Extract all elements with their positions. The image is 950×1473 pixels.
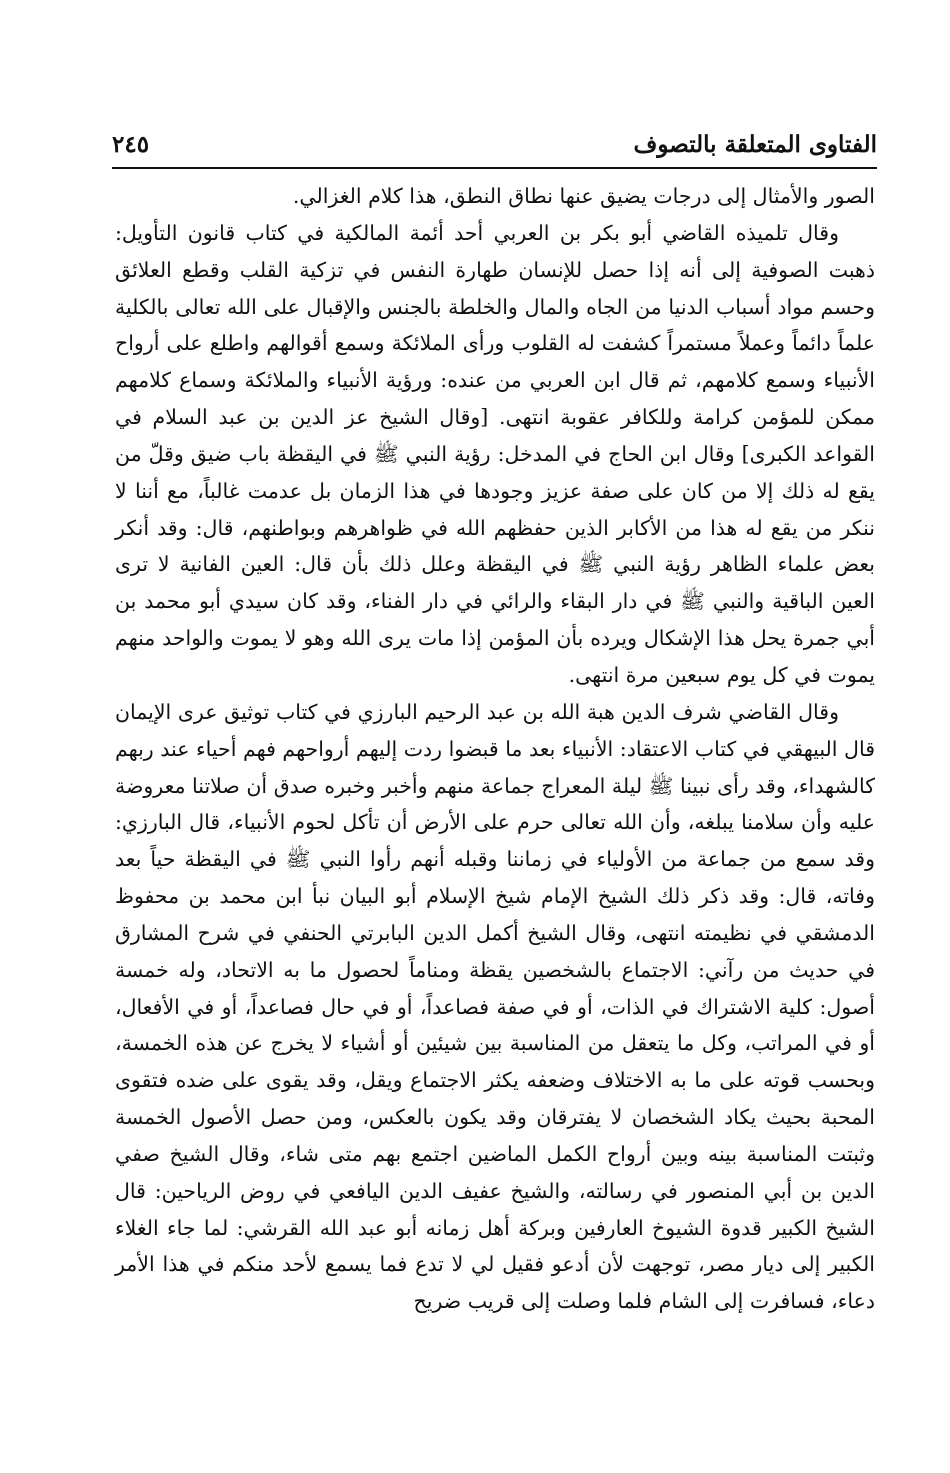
paragraph-continuation: الصور والأمثال إلى درجات يضيق عنها نطاق النطق، هذا كلام الغزالي.: [292, 184, 875, 208]
page-header: [112, 128, 877, 162]
page-number: ٢٤٥: [112, 131, 150, 158]
running-title: الفتاوى المتعلقة بالتصوف: [633, 131, 877, 158]
header-rule: [112, 167, 877, 169]
paragraph: وقال القاضي شرف الدين هبة الله بن عبد الرحيم البارزي في كتاب توثيق عرى الإيمان قال البيهقي في كتاب الاعتقاد: الأنبياء بعد ما قبضوا ردت إليهم أرواحهم فهم أحياء عند ربهم كالشهداء، وقد رأى نبينا ﷺ ليلة المعراج جماعة منهم وأخبر وخبره صدق أن صلاتنا معروضة عليه وأن سلامنا يبلغه، وأن الله تعالى حرم على الأرض أن تأكل لحوم الأنبياء، قال البارزي: وقد سمع من جماعة من الأولياء في زماننا وقبله أنهم رأوا النبي ﷺ في اليقظة حياً بعد وفاته، قال: وقد ذكر ذلك الشيخ الإمام شيخ الإسلام أبو البيان نبأ ابن محمد بن محفوظ الدمشقي في نظيمته انتهى، وقال الشيخ أكمل الدين البابرتي الحنفي في شرح المشارق في حديث من رآني: الاجتماع بالشخصين يقظة ومناماً لحصول ما به الاتحاد، وله خمسة أصول: كلية الاشتراك في الذات، أو في صفة فصاعداً، أو في حال فصاعداً، أو في الأفعال، أو في المراتب، وكل ما يتعقل من المناسبة بين شيئين أو أشياء لا يخرج عن هذه الخمسة، وبحسب قوته على ما به الاختلاف وضعفه يكثر الاجتماع ويقل، وقد يقوى على ضده فتقوى المحبة بحيث يكاد الشخصان لا يفترقان وقد يكون بالعكس، ومن حصل الأصول الخمسة وثبتت المناسبة بينه وبين أرواح الكمل الماضين اجتمع بهم متى شاء، وقال الشيخ صفي الدين بن أبي المنصور في رسالته، والشيخ عفيف الدين اليافعي في روض الرياحين: قال الشيخ الكبير قدوة الشيوخ العارفين وبركة أهل زمانه أبو عبد الله القرشي: لما جاء الغلاء الكبير إلى ديار مصر، توجهت لأن أدعو فقيل لي لا تدع فما يسمع لأحد منكم في هذا الأمر دعاء، فسافرت إلى الشام فلما وصلت إلى قريب ضريح: [115, 699, 876, 1314]
body-text: [115, 178, 875, 1320]
paragraph: وقال تلميذه القاضي أبو بكر بن العربي أحد أئمة المالكية في كتاب قانون التأويل: ذهبت الصوفية إلى أنه إذا حصل للإنسان طهارة النفس في تزكية القلب وقطع العلائق وحسم مواد أسباب الدنيا من الجاه والمال والخلطة بالجنس والإقبال على الله تعالى بالكلية علماً دائماً وعملاً مستمراً كشفت له القلوب ورأى الملائكة وسمع أقوالهم واطلع على أرواح الأنبياء وسمع كلامهم، ثم قال ابن العربي من عنده: ورؤية الأنبياء والملائكة وسماع كلامهم ممكن للمؤمن كرامة وللكافر عقوبة انتهى. [وقال الشيخ عز الدين بن عبد السلام في القواعد الكبرى] وقال ابن الحاج في المدخل: رؤية النبي ﷺ في اليقظة باب ضيق وقلّ من يقع له ذلك إلا من كان على صفة عزيز وجودها في هذا الزمان بل عدمت غالباً، مع أننا لا ننكر من يقع له هذا من الأكابر الذين حفظهم الله في ظواهرهم وبواطنهم، قال: وقد أنكر بعض علماء الظاهر رؤية النبي ﷺ في اليقظة وعلل ذلك بأن قال: العين الفانية لا ترى العين الباقية والنبي ﷺ في دار البقاء والرائي في دار الفناء، وقد كان سيدي أبو محمد بن أبي جمرة يحل هذا الإشكال ويرده بأن المؤمن إذا مات يرى الله وهو لا يموت والواحد منهم يموت في كل يوم سبعين مرة انتهى.: [115, 220, 875, 687]
